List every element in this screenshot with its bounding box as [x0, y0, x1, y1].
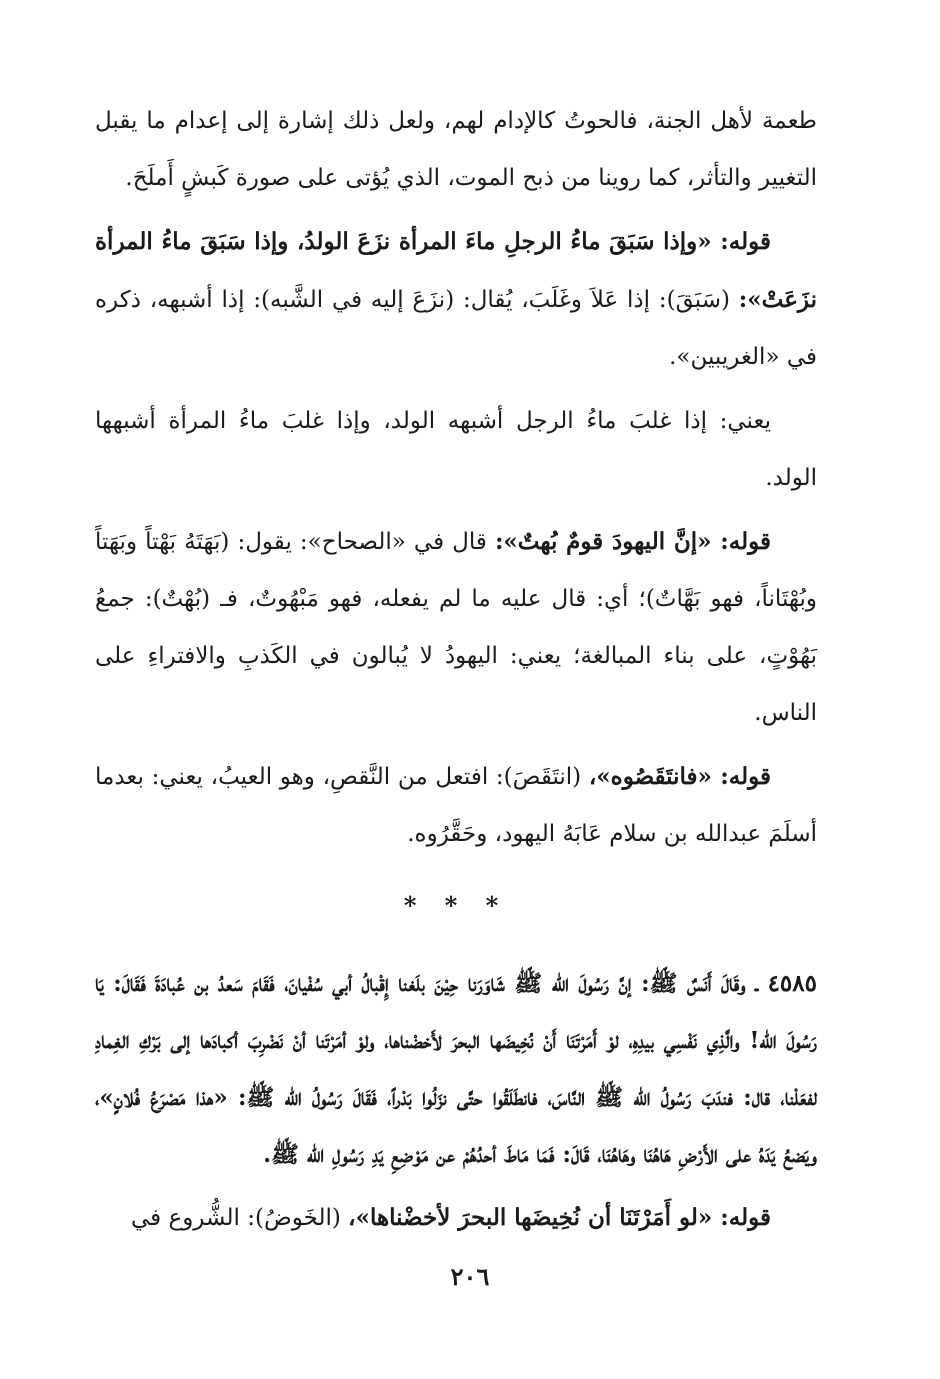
paragraph-text: قال في «الصحاح»: يقول: (بَهَتَهُ بَهْتاً وبَهَتاً وبُهْتَاناً، فهو بَهَّاتٌ)؛ أي: قال عليه ما لم يفعله، فهو مَبْهُوتٌ، فـ (بُهْتٌ): جمعُ بَهُوْتٍ، على بناء المبالغة؛ يعني: اليهودُ لا يُبالون في الكَذبِ والافتراءِ على الناس. [95, 529, 817, 726]
paragraph-1 [95, 92, 817, 207]
page-body [95, 92, 817, 1253]
paragraph-text: (الخَوضُ): الشُّروع في [131, 1205, 341, 1231]
paragraph-2 [95, 213, 817, 386]
paragraph-lead: قوله: «إنَّ اليهودَ قومٌ بُهتٌ»: [494, 528, 771, 555]
hadith-text: ٤٥٨٥ ـ وقَالَ أَنَسٌ ﷺ: إنَّ رَسُولَ الله ﷺ شَاوَرَنا حِيْنَ بلَغنا إِقْبالُ أبي سُفْيانَ، فَقَامَ سَعدُ بن عُبادَةَ فَقَالَ: يَا رَسُولَ الله! والَّذِي نَفْسِي بيدِهِ، لوْ أَمَرْتَنَا أَنْ نُخِيضَها البحرَ لأَخضْناها، ولوْ أمَرْتَنا أنْ نَضْرِبَ أكبادَها إلى بَرْكِ الغِمادِ لفعَلْنا، قال: فندَبَ رَسُولُ الله ﷺ النَّاسَ، فانطَلَقُوا حتَّى نزَلُوا بَدْراً، فَقَالَ رَسُولُ الله ﷺ: «هذا مَصْرَعُ فُلانٍ»، ويَضعُ يَدَهُ على الأَرْضِ هَاهُنَا وهَاهُنَا، قَالَ: فَمَا مَاطَ أحدُهُمْ عن مَوْضِعِ يَدِ رَسُولِ الله ﷺ. [95, 970, 817, 1168]
paragraph-last [95, 1189, 817, 1247]
paragraph-5 [95, 748, 817, 863]
page-number: ٢٠٦ [450, 1262, 490, 1291]
paragraph-lead: قوله: «لو أَمَرْتَنَا أن نُخِيضَها البحرَ لأخضْناها»، [348, 1204, 771, 1231]
paragraph-lead: قوله: «وإذا سَبَقَ ماءُ الرجلِ ماءَ المرأة نزَعَ الولدُ، وإذا سَبَقَ ماءُ المرأة نزَعَتْ»: [95, 228, 818, 313]
section-separator: * * * [403, 891, 509, 920]
paragraph-text: يعني: إذا غلبَ ماءُ الرجل أشبهه الولد، وإذا غلبَ ماءُ المرأة أشبهها الولد. [95, 408, 817, 491]
paragraph-lead: قوله: «فانتَقَصُوه»، [588, 763, 772, 790]
paragraph-3 [95, 392, 817, 507]
paragraph-text: (انتَقَصَ): افتعل من النَّقصِ، وهو العيبُ، يعني: بعدما أسلَمَ عبدالله بن سلام عَابَهُ اليهود، وحَقَّرُوه. [95, 764, 817, 847]
paragraph-text: طعمة لأهل الجنة، فالحوتُ كالإدام لهم، ولعل ذلك إشارة إلى إعدام ما يقبل التغيير والتأثر، كما روينا من ذبح الموت، الذي يُؤتى على صورة كَبشٍ أَملَحَ. [95, 108, 817, 191]
paragraph-4 [95, 513, 817, 742]
paragraph-text: (سَبَقَ): إذا عَلاَ وغَلَبَ، يُقال: (نزَعَ إليه في الشَّبه): إذا أشبهه، ذكره في «الغريبين». [95, 287, 817, 370]
